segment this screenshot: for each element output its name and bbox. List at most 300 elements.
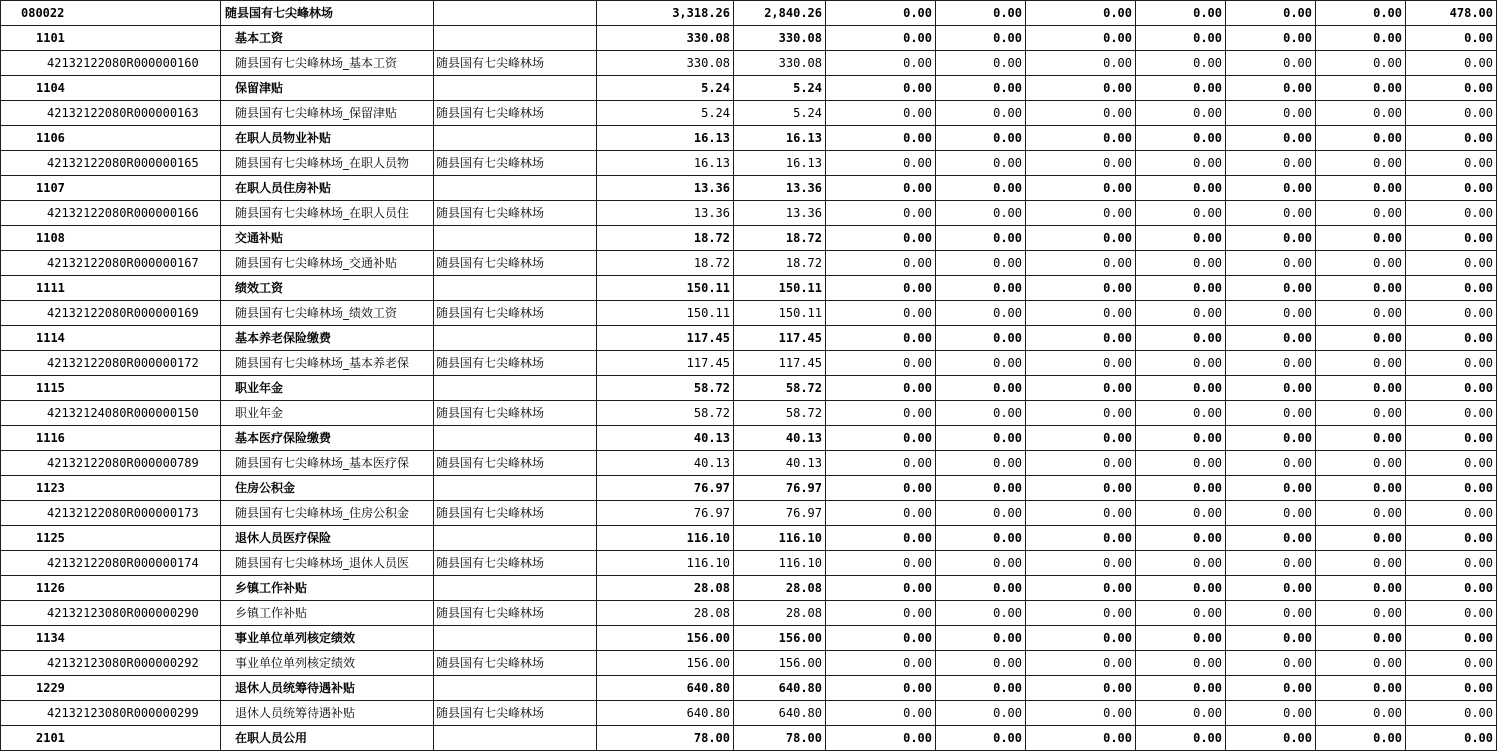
code-cell[interactable]: 1111 (1, 276, 221, 301)
amount-cell[interactable]: 0.00 (936, 351, 1026, 376)
amount-cell[interactable]: 0.00 (936, 51, 1026, 76)
amount-cell[interactable]: 0.00 (826, 326, 936, 351)
amount-cell[interactable]: 0.00 (1026, 651, 1136, 676)
name-cell[interactable]: 随县国有七尖峰林场_退休人员医 (221, 551, 434, 576)
code-cell[interactable]: 1114 (1, 326, 221, 351)
amount-cell[interactable]: 0.00 (1226, 576, 1316, 601)
code-cell[interactable]: 42132122080R000000169 (1, 301, 221, 326)
unit-cell[interactable]: 随县国有七尖峰林场 (434, 101, 597, 126)
name-cell[interactable]: 随县国有七尖峰林场_绩效工资 (221, 301, 434, 326)
amount-cell[interactable]: 0.00 (1136, 326, 1226, 351)
code-cell[interactable]: 1108 (1, 226, 221, 251)
amount-cell[interactable]: 0.00 (1136, 701, 1226, 726)
amount-cell[interactable]: 116.10 (597, 526, 734, 551)
amount-cell[interactable]: 16.13 (734, 126, 826, 151)
amount-cell[interactable]: 0.00 (1316, 101, 1406, 126)
amount-cell[interactable]: 0.00 (826, 576, 936, 601)
amount-cell[interactable]: 0.00 (1136, 1, 1226, 26)
amount-cell[interactable]: 156.00 (734, 651, 826, 676)
code-cell[interactable]: 1101 (1, 26, 221, 51)
amount-cell[interactable]: 0.00 (1316, 301, 1406, 326)
amount-cell[interactable]: 0.00 (1026, 501, 1136, 526)
amount-cell[interactable]: 0.00 (826, 501, 936, 526)
amount-cell[interactable]: 0.00 (1406, 526, 1497, 551)
amount-cell[interactable]: 76.97 (734, 476, 826, 501)
name-cell[interactable]: 随县国有七尖峰林场_住房公积金 (221, 501, 434, 526)
unit-cell[interactable] (434, 526, 597, 551)
amount-cell[interactable]: 116.10 (734, 526, 826, 551)
amount-cell[interactable]: 0.00 (1226, 351, 1316, 376)
amount-cell[interactable]: 0.00 (1226, 251, 1316, 276)
unit-cell[interactable] (434, 226, 597, 251)
name-cell[interactable]: 退休人员统筹待遇补贴 (221, 676, 434, 701)
amount-cell[interactable]: 0.00 (1226, 201, 1316, 226)
amount-cell[interactable]: 0.00 (826, 201, 936, 226)
code-cell[interactable]: 1107 (1, 176, 221, 201)
amount-cell[interactable]: 0.00 (1136, 351, 1226, 376)
amount-cell[interactable]: 0.00 (1226, 26, 1316, 51)
amount-cell[interactable]: 3,318.26 (597, 1, 734, 26)
name-cell[interactable]: 事业单位单列核定绩效 (221, 651, 434, 676)
amount-cell[interactable]: 0.00 (936, 476, 1026, 501)
amount-cell[interactable]: 0.00 (1316, 151, 1406, 176)
code-cell[interactable]: 42132122080R000000174 (1, 551, 221, 576)
unit-cell[interactable] (434, 376, 597, 401)
amount-cell[interactable]: 0.00 (1406, 201, 1497, 226)
amount-cell[interactable]: 0.00 (1406, 251, 1497, 276)
amount-cell[interactable]: 0.00 (1226, 126, 1316, 151)
amount-cell[interactable]: 0.00 (1136, 576, 1226, 601)
amount-cell[interactable]: 117.45 (734, 326, 826, 351)
amount-cell[interactable]: 0.00 (1226, 76, 1316, 101)
amount-cell[interactable]: 0.00 (1226, 601, 1316, 626)
name-cell[interactable]: 交通补贴 (221, 226, 434, 251)
amount-cell[interactable]: 0.00 (1226, 51, 1316, 76)
amount-cell[interactable]: 78.00 (734, 726, 826, 751)
amount-cell[interactable]: 0.00 (1026, 176, 1136, 201)
amount-cell[interactable]: 0.00 (936, 376, 1026, 401)
amount-cell[interactable]: 0.00 (936, 426, 1026, 451)
amount-cell[interactable]: 0.00 (1136, 226, 1226, 251)
amount-cell[interactable]: 0.00 (826, 276, 936, 301)
amount-cell[interactable]: 0.00 (1026, 676, 1136, 701)
amount-cell[interactable]: 117.45 (597, 351, 734, 376)
amount-cell[interactable]: 0.00 (1136, 651, 1226, 676)
name-cell[interactable]: 随县国有七尖峰林场 (221, 1, 434, 26)
unit-cell[interactable]: 随县国有七尖峰林场 (434, 401, 597, 426)
amount-cell[interactable]: 0.00 (936, 176, 1026, 201)
amount-cell[interactable]: 0.00 (1026, 526, 1136, 551)
amount-cell[interactable]: 58.72 (597, 376, 734, 401)
amount-cell[interactable]: 0.00 (936, 726, 1026, 751)
amount-cell[interactable]: 0.00 (1316, 726, 1406, 751)
amount-cell[interactable]: 0.00 (1406, 726, 1497, 751)
amount-cell[interactable]: 0.00 (1316, 26, 1406, 51)
amount-cell[interactable]: 0.00 (1026, 51, 1136, 76)
amount-cell[interactable]: 0.00 (1026, 301, 1136, 326)
amount-cell[interactable]: 0.00 (1316, 476, 1406, 501)
amount-cell[interactable]: 0.00 (936, 701, 1026, 726)
amount-cell[interactable]: 640.80 (734, 701, 826, 726)
unit-cell[interactable]: 随县国有七尖峰林场 (434, 651, 597, 676)
amount-cell[interactable]: 0.00 (1136, 451, 1226, 476)
amount-cell[interactable]: 0.00 (826, 101, 936, 126)
amount-cell[interactable]: 0.00 (1136, 51, 1226, 76)
amount-cell[interactable]: 0.00 (1316, 451, 1406, 476)
amount-cell[interactable]: 0.00 (1136, 176, 1226, 201)
code-cell[interactable]: 42132122080R000000167 (1, 251, 221, 276)
amount-cell[interactable]: 0.00 (1026, 601, 1136, 626)
amount-cell[interactable]: 0.00 (1026, 101, 1136, 126)
amount-cell[interactable]: 16.13 (597, 126, 734, 151)
name-cell[interactable]: 乡镇工作补贴 (221, 601, 434, 626)
amount-cell[interactable]: 0.00 (826, 251, 936, 276)
amount-cell[interactable]: 0.00 (1026, 126, 1136, 151)
code-cell[interactable]: 1126 (1, 576, 221, 601)
amount-cell[interactable]: 0.00 (1316, 576, 1406, 601)
unit-cell[interactable] (434, 576, 597, 601)
code-cell[interactable]: 2101 (1, 726, 221, 751)
amount-cell[interactable]: 0.00 (826, 51, 936, 76)
amount-cell[interactable]: 0.00 (1226, 226, 1316, 251)
amount-cell[interactable]: 0.00 (1316, 676, 1406, 701)
name-cell[interactable]: 随县国有七尖峰林场_在职人员住 (221, 201, 434, 226)
code-cell[interactable]: 42132123080R000000292 (1, 651, 221, 676)
name-cell[interactable]: 基本工资 (221, 26, 434, 51)
amount-cell[interactable]: 0.00 (1406, 676, 1497, 701)
amount-cell[interactable]: 156.00 (734, 626, 826, 651)
amount-cell[interactable]: 0.00 (1226, 626, 1316, 651)
amount-cell[interactable]: 0.00 (1406, 501, 1497, 526)
amount-cell[interactable]: 0.00 (1226, 151, 1316, 176)
amount-cell[interactable]: 0.00 (826, 376, 936, 401)
unit-cell[interactable] (434, 326, 597, 351)
amount-cell[interactable]: 0.00 (1136, 26, 1226, 51)
amount-cell[interactable]: 0.00 (1316, 626, 1406, 651)
amount-cell[interactable]: 117.45 (597, 326, 734, 351)
amount-cell[interactable]: 0.00 (1406, 601, 1497, 626)
amount-cell[interactable]: 13.36 (597, 201, 734, 226)
amount-cell[interactable]: 0.00 (826, 126, 936, 151)
amount-cell[interactable]: 640.80 (597, 676, 734, 701)
unit-cell[interactable] (434, 76, 597, 101)
amount-cell[interactable]: 0.00 (1226, 651, 1316, 676)
amount-cell[interactable]: 150.11 (734, 301, 826, 326)
unit-cell[interactable] (434, 626, 597, 651)
amount-cell[interactable]: 0.00 (936, 101, 1026, 126)
amount-cell[interactable]: 0.00 (1316, 76, 1406, 101)
amount-cell[interactable]: 40.13 (597, 451, 734, 476)
amount-cell[interactable]: 0.00 (1316, 176, 1406, 201)
amount-cell[interactable]: 0.00 (936, 501, 1026, 526)
amount-cell[interactable]: 76.97 (597, 501, 734, 526)
amount-cell[interactable]: 0.00 (1136, 76, 1226, 101)
name-cell[interactable]: 退休人员医疗保险 (221, 526, 434, 551)
amount-cell[interactable]: 0.00 (1026, 251, 1136, 276)
amount-cell[interactable]: 13.36 (734, 176, 826, 201)
code-cell[interactable]: 42132122080R000000165 (1, 151, 221, 176)
amount-cell[interactable]: 0.00 (1226, 451, 1316, 476)
amount-cell[interactable]: 0.00 (826, 226, 936, 251)
unit-cell[interactable] (434, 426, 597, 451)
amount-cell[interactable]: 0.00 (1316, 226, 1406, 251)
amount-cell[interactable]: 18.72 (597, 251, 734, 276)
amount-cell[interactable]: 0.00 (936, 551, 1026, 576)
unit-cell[interactable] (434, 476, 597, 501)
amount-cell[interactable]: 18.72 (734, 251, 826, 276)
amount-cell[interactable]: 0.00 (1316, 426, 1406, 451)
code-cell[interactable]: 1104 (1, 76, 221, 101)
amount-cell[interactable]: 0.00 (1026, 401, 1136, 426)
amount-cell[interactable]: 0.00 (1316, 376, 1406, 401)
name-cell[interactable]: 退休人员统筹待遇补贴 (221, 701, 434, 726)
amount-cell[interactable]: 0.00 (826, 726, 936, 751)
amount-cell[interactable]: 0.00 (936, 451, 1026, 476)
name-cell[interactable]: 随县国有七尖峰林场_基本工资 (221, 51, 434, 76)
unit-cell[interactable]: 随县国有七尖峰林场 (434, 201, 597, 226)
amount-cell[interactable]: 0.00 (936, 576, 1026, 601)
amount-cell[interactable]: 58.72 (734, 401, 826, 426)
amount-cell[interactable]: 640.80 (734, 676, 826, 701)
amount-cell[interactable]: 0.00 (826, 401, 936, 426)
amount-cell[interactable]: 330.08 (597, 26, 734, 51)
amount-cell[interactable]: 0.00 (1026, 151, 1136, 176)
code-cell[interactable]: 1125 (1, 526, 221, 551)
amount-cell[interactable]: 0.00 (1406, 226, 1497, 251)
amount-cell[interactable]: 0.00 (826, 676, 936, 701)
amount-cell[interactable]: 0.00 (936, 651, 1026, 676)
amount-cell[interactable]: 0.00 (1406, 551, 1497, 576)
amount-cell[interactable]: 150.11 (597, 301, 734, 326)
amount-cell[interactable]: 0.00 (1136, 126, 1226, 151)
amount-cell[interactable]: 0.00 (1026, 351, 1136, 376)
amount-cell[interactable]: 330.08 (734, 51, 826, 76)
name-cell[interactable]: 职业年金 (221, 376, 434, 401)
name-cell[interactable]: 住房公积金 (221, 476, 434, 501)
amount-cell[interactable]: 0.00 (1316, 526, 1406, 551)
amount-cell[interactable]: 16.13 (734, 151, 826, 176)
amount-cell[interactable]: 0.00 (1406, 576, 1497, 601)
amount-cell[interactable]: 0.00 (826, 551, 936, 576)
name-cell[interactable]: 乡镇工作补贴 (221, 576, 434, 601)
amount-cell[interactable]: 58.72 (734, 376, 826, 401)
unit-cell[interactable] (434, 1, 597, 26)
code-cell[interactable]: 42132124080R000000150 (1, 401, 221, 426)
amount-cell[interactable]: 0.00 (936, 301, 1026, 326)
amount-cell[interactable]: 28.08 (597, 601, 734, 626)
amount-cell[interactable]: 28.08 (734, 576, 826, 601)
amount-cell[interactable]: 0.00 (936, 526, 1026, 551)
amount-cell[interactable]: 5.24 (734, 76, 826, 101)
amount-cell[interactable]: 0.00 (936, 201, 1026, 226)
amount-cell[interactable]: 0.00 (1406, 101, 1497, 126)
amount-cell[interactable]: 5.24 (597, 76, 734, 101)
amount-cell[interactable]: 40.13 (734, 451, 826, 476)
amount-cell[interactable]: 156.00 (597, 651, 734, 676)
amount-cell[interactable]: 0.00 (1226, 501, 1316, 526)
unit-cell[interactable] (434, 726, 597, 751)
amount-cell[interactable]: 0.00 (1316, 351, 1406, 376)
amount-cell[interactable]: 0.00 (1136, 251, 1226, 276)
amount-cell[interactable]: 0.00 (826, 26, 936, 51)
name-cell[interactable]: 基本养老保险缴费 (221, 326, 434, 351)
amount-cell[interactable]: 0.00 (1026, 426, 1136, 451)
unit-cell[interactable]: 随县国有七尖峰林场 (434, 151, 597, 176)
code-cell[interactable]: 42132122080R000000789 (1, 451, 221, 476)
amount-cell[interactable]: 0.00 (1226, 401, 1316, 426)
amount-cell[interactable]: 0.00 (1026, 26, 1136, 51)
name-cell[interactable]: 职业年金 (221, 401, 434, 426)
amount-cell[interactable]: 0.00 (1226, 101, 1316, 126)
amount-cell[interactable]: 0.00 (1316, 701, 1406, 726)
code-cell[interactable]: 42132122080R000000163 (1, 101, 221, 126)
unit-cell[interactable]: 随县国有七尖峰林场 (434, 601, 597, 626)
amount-cell[interactable]: 0.00 (1136, 551, 1226, 576)
amount-cell[interactable]: 116.10 (734, 551, 826, 576)
amount-cell[interactable]: 0.00 (1406, 151, 1497, 176)
amount-cell[interactable]: 0.00 (936, 626, 1026, 651)
amount-cell[interactable]: 116.10 (597, 551, 734, 576)
amount-cell[interactable]: 640.80 (597, 701, 734, 726)
code-cell[interactable]: 1229 (1, 676, 221, 701)
amount-cell[interactable]: 0.00 (936, 251, 1026, 276)
amount-cell[interactable]: 0.00 (826, 651, 936, 676)
amount-cell[interactable]: 0.00 (826, 351, 936, 376)
name-cell[interactable]: 保留津贴 (221, 76, 434, 101)
amount-cell[interactable]: 0.00 (1136, 301, 1226, 326)
amount-cell[interactable]: 0.00 (1136, 426, 1226, 451)
amount-cell[interactable]: 0.00 (936, 26, 1026, 51)
amount-cell[interactable]: 5.24 (734, 101, 826, 126)
amount-cell[interactable]: 330.08 (734, 26, 826, 51)
code-cell[interactable]: 1106 (1, 126, 221, 151)
amount-cell[interactable]: 0.00 (1316, 276, 1406, 301)
amount-cell[interactable]: 76.97 (597, 476, 734, 501)
amount-cell[interactable]: 0.00 (826, 1, 936, 26)
amount-cell[interactable]: 0.00 (1406, 401, 1497, 426)
code-cell[interactable]: 1134 (1, 626, 221, 651)
code-cell[interactable]: 42132122080R000000166 (1, 201, 221, 226)
amount-cell[interactable]: 0.00 (936, 676, 1026, 701)
amount-cell[interactable]: 0.00 (1406, 126, 1497, 151)
amount-cell[interactable]: 0.00 (1136, 101, 1226, 126)
amount-cell[interactable]: 150.11 (597, 276, 734, 301)
amount-cell[interactable]: 0.00 (826, 76, 936, 101)
amount-cell[interactable]: 0.00 (1136, 276, 1226, 301)
amount-cell[interactable]: 0.00 (1226, 726, 1316, 751)
amount-cell[interactable]: 0.00 (1406, 426, 1497, 451)
amount-cell[interactable]: 0.00 (936, 126, 1026, 151)
amount-cell[interactable]: 0.00 (1406, 351, 1497, 376)
amount-cell[interactable]: 0.00 (1316, 126, 1406, 151)
amount-cell[interactable]: 0.00 (936, 76, 1026, 101)
amount-cell[interactable]: 0.00 (1136, 601, 1226, 626)
name-cell[interactable]: 随县国有七尖峰林场_在职人员物 (221, 151, 434, 176)
amount-cell[interactable]: 0.00 (1406, 26, 1497, 51)
amount-cell[interactable]: 0.00 (1226, 526, 1316, 551)
amount-cell[interactable]: 0.00 (1136, 676, 1226, 701)
amount-cell[interactable]: 156.00 (597, 626, 734, 651)
unit-cell[interactable]: 随县国有七尖峰林场 (434, 451, 597, 476)
amount-cell[interactable]: 0.00 (1226, 551, 1316, 576)
amount-cell[interactable]: 0.00 (1026, 701, 1136, 726)
amount-cell[interactable]: 0.00 (1026, 551, 1136, 576)
name-cell[interactable]: 随县国有七尖峰林场_基本医疗保 (221, 451, 434, 476)
amount-cell[interactable]: 0.00 (1226, 476, 1316, 501)
amount-cell[interactable]: 2,840.26 (734, 1, 826, 26)
name-cell[interactable]: 在职人员住房补贴 (221, 176, 434, 201)
amount-cell[interactable]: 0.00 (1406, 701, 1497, 726)
unit-cell[interactable]: 随县国有七尖峰林场 (434, 51, 597, 76)
amount-cell[interactable]: 150.11 (734, 276, 826, 301)
amount-cell[interactable]: 0.00 (1406, 626, 1497, 651)
amount-cell[interactable]: 0.00 (936, 1, 1026, 26)
unit-cell[interactable] (434, 26, 597, 51)
amount-cell[interactable]: 0.00 (1406, 301, 1497, 326)
amount-cell[interactable]: 0.00 (1226, 701, 1316, 726)
amount-cell[interactable]: 16.13 (597, 151, 734, 176)
amount-cell[interactable]: 0.00 (1406, 51, 1497, 76)
amount-cell[interactable]: 0.00 (1406, 451, 1497, 476)
amount-cell[interactable]: 0.00 (1226, 276, 1316, 301)
amount-cell[interactable]: 0.00 (1026, 726, 1136, 751)
amount-cell[interactable]: 78.00 (597, 726, 734, 751)
code-cell[interactable]: 42132123080R000000290 (1, 601, 221, 626)
amount-cell[interactable]: 0.00 (1136, 501, 1226, 526)
amount-cell[interactable]: 0.00 (1406, 276, 1497, 301)
amount-cell[interactable]: 0.00 (1136, 376, 1226, 401)
amount-cell[interactable]: 0.00 (936, 276, 1026, 301)
amount-cell[interactable]: 0.00 (1406, 476, 1497, 501)
amount-cell[interactable]: 0.00 (826, 701, 936, 726)
amount-cell[interactable]: 0.00 (1136, 476, 1226, 501)
unit-cell[interactable]: 随县国有七尖峰林场 (434, 501, 597, 526)
code-cell[interactable]: 42132123080R000000299 (1, 701, 221, 726)
amount-cell[interactable]: 0.00 (1406, 76, 1497, 101)
amount-cell[interactable]: 0.00 (1406, 651, 1497, 676)
code-cell[interactable]: 42132122080R000000160 (1, 51, 221, 76)
amount-cell[interactable]: 0.00 (1136, 151, 1226, 176)
unit-cell[interactable]: 随县国有七尖峰林场 (434, 551, 597, 576)
amount-cell[interactable]: 0.00 (1226, 676, 1316, 701)
name-cell[interactable]: 在职人员物业补贴 (221, 126, 434, 151)
code-cell[interactable]: 1115 (1, 376, 221, 401)
amount-cell[interactable]: 0.00 (826, 176, 936, 201)
amount-cell[interactable]: 18.72 (734, 226, 826, 251)
amount-cell[interactable]: 76.97 (734, 501, 826, 526)
amount-cell[interactable]: 0.00 (1026, 476, 1136, 501)
amount-cell[interactable]: 0.00 (936, 326, 1026, 351)
amount-cell[interactable]: 0.00 (826, 151, 936, 176)
amount-cell[interactable]: 0.00 (1026, 276, 1136, 301)
amount-cell[interactable]: 0.00 (826, 626, 936, 651)
code-cell[interactable]: 1123 (1, 476, 221, 501)
amount-cell[interactable]: 0.00 (826, 476, 936, 501)
amount-cell[interactable]: 478.00 (1406, 1, 1497, 26)
amount-cell[interactable]: 0.00 (1316, 401, 1406, 426)
amount-cell[interactable]: 0.00 (1136, 626, 1226, 651)
amount-cell[interactable]: 0.00 (1316, 326, 1406, 351)
amount-cell[interactable]: 0.00 (1316, 501, 1406, 526)
amount-cell[interactable]: 13.36 (734, 201, 826, 226)
code-cell[interactable]: 1116 (1, 426, 221, 451)
unit-cell[interactable] (434, 276, 597, 301)
amount-cell[interactable]: 0.00 (1026, 376, 1136, 401)
amount-cell[interactable]: 0.00 (1136, 401, 1226, 426)
code-cell[interactable]: 42132122080R000000172 (1, 351, 221, 376)
amount-cell[interactable]: 0.00 (1136, 201, 1226, 226)
amount-cell[interactable]: 58.72 (597, 401, 734, 426)
